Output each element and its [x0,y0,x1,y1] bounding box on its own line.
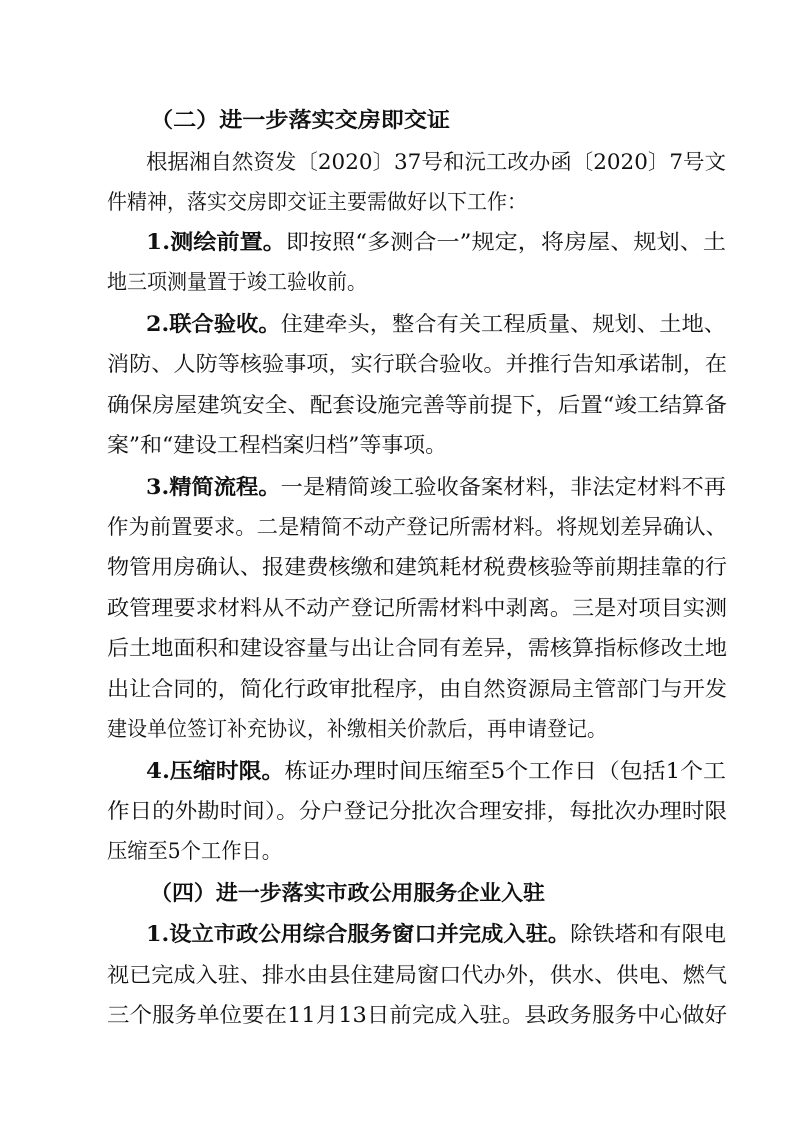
line-text [107,268,367,296]
body-text: 即按照“多测合一”规定，将房屋、规划、土 [285,230,726,254]
body-text: 出让合同的，简化行政审批程序，由自然资源局主管部门与开发 [107,677,727,701]
line-text [107,594,727,622]
body-text: 作日的外勘时间）。分户登记分批次合理安排，每批次办理时限 [107,799,727,823]
paragraph-line [107,715,632,743]
body-text: 一是精简竣工验收备案材料，非法定材料不再 [280,475,726,499]
item-1-line [146,920,726,948]
body-text: 视已完成入驻、排水由县住建局窗口代办外，供水、供电、燃气 [107,963,727,987]
line-text [107,675,727,703]
paragraph-line [107,188,548,216]
body-text: 压缩至5个工作日。 [107,839,282,863]
paragraph-line [107,797,727,825]
item-3-line [146,473,726,501]
bold-lead-text: （四）进一步落实市政公用服务企业入驻 [150,880,545,905]
paragraph-line [107,431,447,459]
paragraph-line [107,350,727,378]
paragraph-line [146,148,726,176]
paragraph-line [107,513,727,541]
paragraph-line [107,1001,727,1029]
paragraph-line [107,391,727,419]
body-text: 建设单位签订补充协议，补缴相关价款后，再申请登记。 [107,717,607,741]
line-text [146,920,726,948]
bold-lead-text: （二）进一步落实交房即交证 [150,107,450,132]
line-text [107,1001,727,1029]
body-text: 确保房屋建筑安全、配套设施完善等前提下，后置“竣工结算备 [107,393,727,417]
paragraph-line [107,675,727,703]
body-text: 消防、人防等核验事项，实行联合验收。并推行告知承诺制，在 [107,352,727,376]
line-text [107,350,727,378]
bold-lead-text: 1.设立市政公用综合服务窗口并完成入驻。 [146,921,571,946]
bold-lead-text: 3.精简流程。 [146,474,281,499]
line-text [107,837,282,865]
body-text: 地三项测量置于竣工验收前。 [107,270,367,294]
bold-lead-text: 2.联合验收。 [146,311,281,336]
line-text [107,797,727,825]
section-heading-2 [150,106,450,134]
line-text [107,715,607,743]
section-heading-4 [150,879,545,907]
line-text [146,310,726,338]
line-text [146,473,726,501]
item-2-line [146,310,726,338]
body-text: 后土地面积和建设容量与出让合同有差异，需核算指标修改土地 [107,636,727,660]
item-1-line [146,228,726,256]
paragraph-line [107,634,727,662]
line-text [150,106,450,134]
line-text [150,879,545,907]
line-text [146,228,726,256]
body-text: 住建牵头，整合有关工程质量、规划、土地、 [280,312,726,336]
line-text [146,148,726,176]
line-text [107,553,727,581]
item-4-line [146,757,726,785]
body-text: 除铁塔和有限电 [570,922,726,946]
bold-lead-text: 1.测绘前置。 [146,229,286,254]
body-text: 政管理要求材料从不动产登记所需材料中剥离。三是对项目实测 [107,596,727,620]
body-text: 物管用房确认、报建费核缴和建筑耗材税费核验等前期挂靠的行 [107,555,727,579]
body-text: 根据湘自然资发〔2020〕37号和沅工改办函〔2020〕7号文 [146,150,726,174]
body-text: 三个服务单位要在11月13日前完成入驻。县政务服务中心做好 [107,1003,727,1027]
line-text [107,431,447,459]
line-text [107,634,727,662]
body-text: 案”和“建设工程档案归档”等事项。 [107,433,447,457]
line-text [107,188,527,216]
bold-lead-text: 4.压缩时限。 [146,758,285,783]
line-text [107,391,727,419]
paragraph-line [107,553,727,581]
paragraph-line [107,837,288,865]
paragraph-line [107,268,380,296]
body-text: 作为前置要求。二是精简不动产登记所需材料。将规划差异确认、 [107,515,727,539]
body-text: 件精神，落实交房即交证主要需做好以下工作： [107,190,527,214]
line-text [107,513,727,541]
body-text: 栋证办理时间压缩至5个工作日（包括1个工 [284,759,726,783]
paragraph-line [107,594,727,622]
line-text [146,757,726,785]
line-text [107,961,727,989]
paragraph-line [107,961,727,989]
